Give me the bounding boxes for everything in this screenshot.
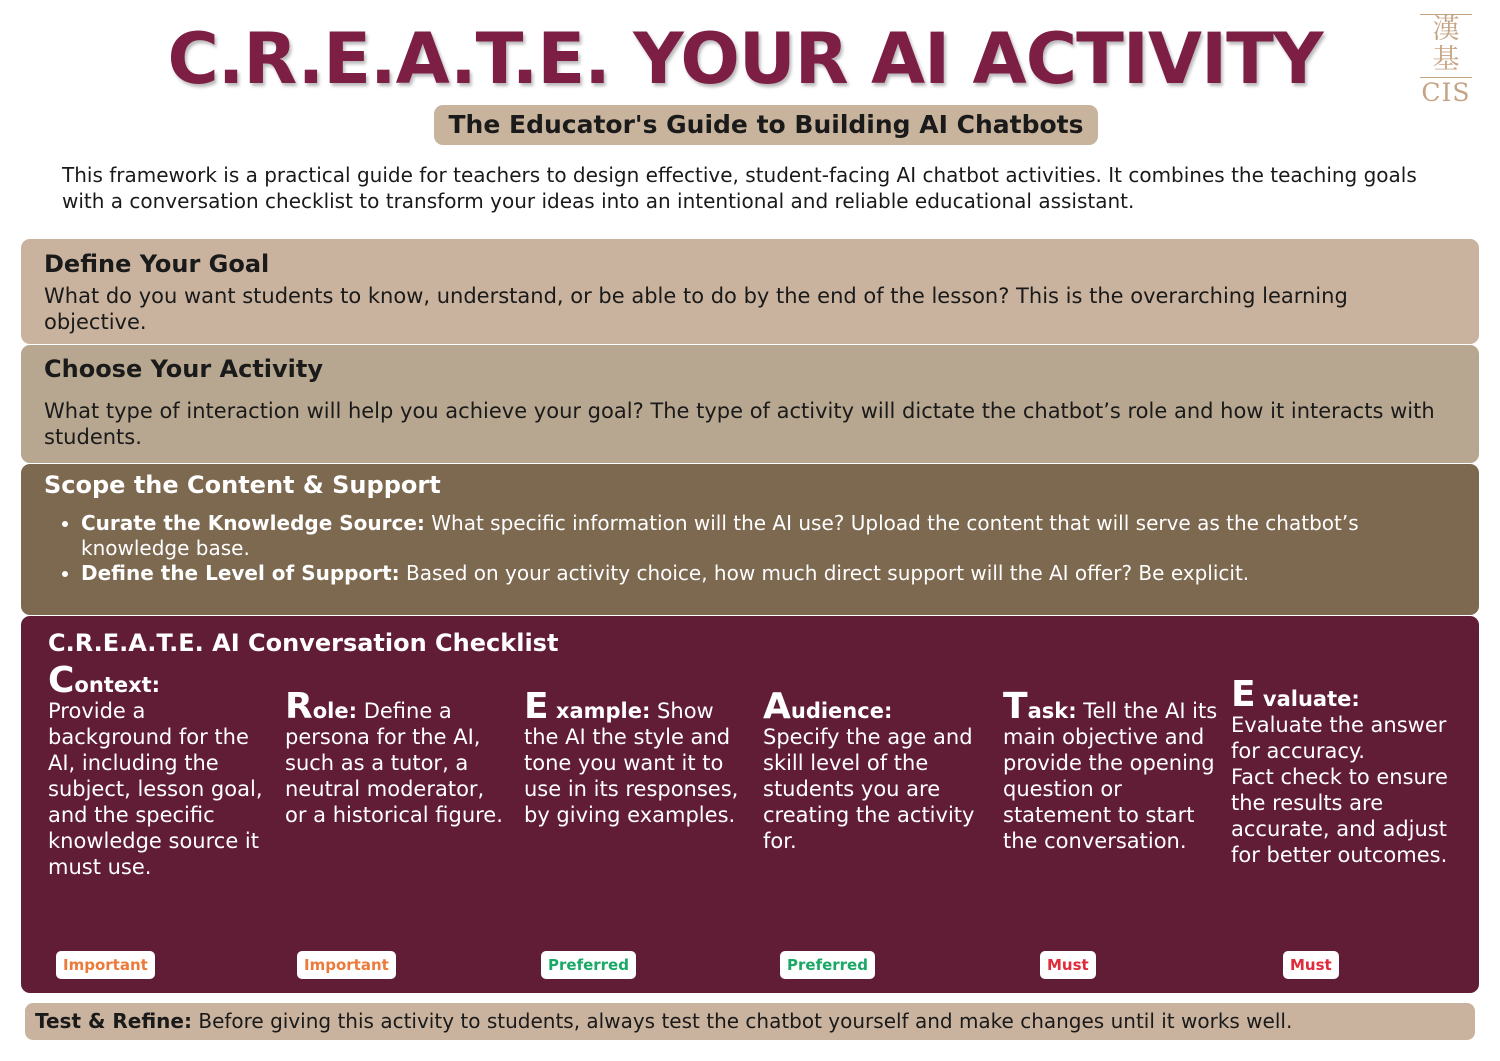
school-logo — [1418, 14, 1474, 110]
evaluate-description: Evaluate the answer for accuracy. Fact check to ensure the results are accurate, and adjust for better outcomes. — [1231, 713, 1448, 867]
checklist-item-task — [1003, 686, 1225, 854]
example-keyword: xample: — [548, 699, 651, 723]
scope-item-label: Curate the Knowledge Source: — [81, 511, 425, 535]
choose-activity-panel — [21, 345, 1479, 463]
audience-keyword: udience: — [790, 699, 893, 723]
role-priority-badge: Important — [297, 951, 396, 979]
task-keyword: ask: — [1027, 699, 1077, 723]
checklist-item-audience — [763, 686, 983, 854]
context-initial: C — [48, 660, 75, 701]
refine-text: Before giving this activity to students, always test the chatbot yourself and make changes until it works well. — [191, 1009, 1293, 1033]
evaluate-heading-line — [1231, 674, 1456, 715]
page-title: C.R.E.A.T.E. YOUR AI ACTIVITY — [167, 18, 1323, 100]
context-priority-badge: Important — [56, 951, 155, 979]
audience-heading-line — [763, 686, 983, 727]
scope-heading: Scope the Content & Support — [44, 471, 441, 499]
intro-paragraph: This framework is a practical guide for teachers to design effective, student-facing AI chatbot activities. It combines the teaching goals with a conversation checklist to transform your ideas into an intentional and reliable educational assistant. — [62, 163, 1417, 213]
task-initial: T — [1003, 686, 1028, 727]
checklist-item-context — [48, 660, 263, 880]
test-refine-banner — [25, 1003, 1475, 1040]
goal-body: What do you want students to know, understand, or be able to do by the end of the lesson? This is the overarching learning objective. — [44, 284, 1348, 334]
role-initial: R — [285, 686, 313, 727]
scope-item-label: Define the Level of Support: — [81, 561, 400, 585]
activity-body: What type of interaction will help you achieve your goal? The type of activity will dictate the chatbot’s role and how it interacts with students. — [44, 399, 1435, 449]
evaluate-initial: E — [1231, 674, 1256, 715]
context-description: Provide a background for the AI, including the subject, lesson goal, and the specific knowledge source it must use. — [48, 699, 263, 879]
example-initial: E — [524, 686, 549, 727]
evaluate-keyword: valuate: — [1255, 687, 1360, 711]
goal-heading: Define Your Goal — [44, 250, 270, 278]
example-priority-badge: Preferred — [541, 951, 636, 979]
subtitle-wrap — [0, 105, 1500, 145]
evaluate-priority-badge: Must — [1283, 951, 1339, 979]
activity-heading: Choose Your Activity — [44, 355, 324, 383]
example-text — [524, 686, 744, 828]
example-description: Show the AI the style and tone you want it to use in its responses, by giving examples. — [524, 699, 739, 827]
task-text — [1003, 686, 1225, 854]
role-keyword: ole: — [312, 699, 358, 723]
context-keyword: ontext: — [74, 673, 161, 697]
checklist-item-example — [524, 686, 744, 828]
checklist-panel — [21, 616, 1479, 993]
scope-item-level-of-support — [81, 561, 1456, 586]
logo-glyphs: 漢基 — [1420, 14, 1472, 78]
role-description: Define a persona for the AI, such as a tutor, a neutral moderator, or a historical figure. — [285, 699, 503, 827]
refine-label: Test & Refine: — [35, 1009, 192, 1033]
context-heading-line — [48, 660, 263, 701]
audience-description: Specify the age and skill level of the students you are creating the activity for. — [763, 725, 975, 853]
task-description: Tell the AI its main objective and provide the opening question or statement to start the conversation. — [1003, 699, 1218, 853]
role-text — [285, 686, 510, 828]
define-goal-panel — [21, 239, 1479, 344]
scope-content-panel — [21, 464, 1479, 615]
logo-text: CIS — [1421, 78, 1471, 107]
checklist-item-evaluate — [1231, 674, 1456, 868]
checklist-item-role — [285, 686, 510, 828]
checklist-heading: C.R.E.A.T.E. AI Conversation Checklist — [48, 629, 559, 657]
subtitle-badge: The Educator's Guide to Building AI Chatbots — [434, 105, 1097, 145]
scope-item-text: Based on your activity choice, how much direct support will the AI offer? Be explicit. — [399, 561, 1250, 585]
scope-list — [44, 511, 1456, 586]
scope-item-knowledge-source — [81, 511, 1456, 561]
scope-item-text: What specific information will the AI use? Upload the content that will serve as the chatbot’s knowledge base. — [81, 511, 1359, 560]
task-priority-badge: Must — [1040, 951, 1096, 979]
audience-initial: A — [763, 686, 791, 727]
audience-priority-badge: Preferred — [780, 951, 875, 979]
